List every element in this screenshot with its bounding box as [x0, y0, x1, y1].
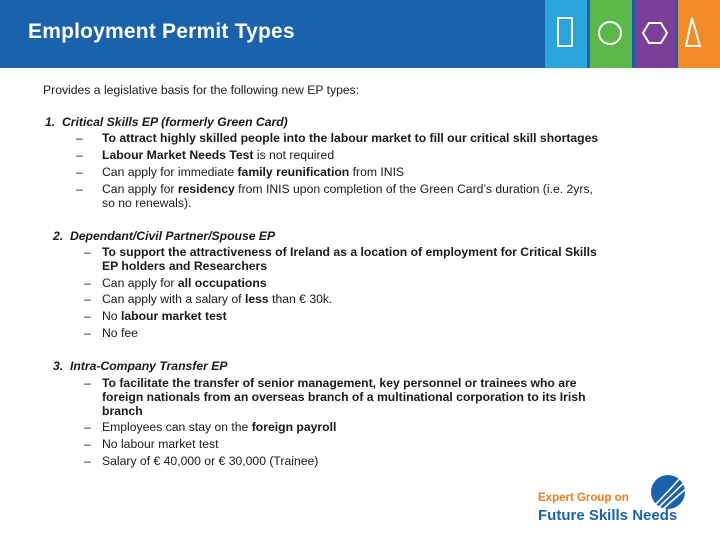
list-item: To facilitate the transfer of senior management, key personnel or trainees who are [102, 376, 577, 390]
bullet-dash: – [84, 376, 91, 390]
list-item: No labour market test [102, 437, 219, 451]
section-title: Critical Skills EP (formerly Green Card) [61, 115, 288, 129]
list-item: No fee [102, 326, 138, 340]
list-item: Salary of € 40,000 or € 30,000 (Trainee) [102, 454, 319, 468]
list-item: Labour Market Needs Test is not required [102, 148, 335, 162]
section-heading [53, 358, 228, 375]
list-item: To attract highly skilled people into the labour market to fill our critical skill shortages [102, 131, 599, 145]
section-number: 1. [45, 115, 56, 129]
bullet-dash: – [76, 148, 83, 162]
section-number: 3. [53, 359, 64, 373]
section-heading [53, 228, 275, 245]
bullet-dash: – [84, 245, 91, 259]
list-item: No labour market test [102, 309, 227, 323]
list-item: Employees can stay on the foreign payroll [102, 420, 337, 434]
bullet-dash: – [84, 420, 91, 434]
list-item: To support the attractiveness of Ireland as a location of employment for Critical Skills [102, 245, 597, 259]
bullet-dash: – [84, 326, 91, 340]
page-title: Employment Permit Types [28, 20, 295, 43]
section-number: 2. [53, 229, 64, 243]
list-item: Can apply for immediate family reunification from INIS [102, 165, 405, 179]
bullet-dash: – [84, 276, 91, 290]
section-title: Intra-Company Transfer EP [69, 359, 228, 373]
list-item: Can apply for residency from INIS upon completion of the Green Card’s duration (i.e. 2yrs, [102, 182, 593, 196]
bullet-dash: – [84, 454, 91, 468]
logo-line-1: Expert Group on [538, 492, 629, 504]
list-item-continuation: branch [102, 404, 143, 418]
section-heading [45, 114, 288, 131]
list-item-continuation: foreign nationals from an overseas branch of a multinational corporation to its Irish [102, 390, 586, 404]
list-item: Can apply with a salary of less than € 30k. [102, 292, 333, 306]
section-title: Dependant/Civil Partner/Spouse EP [69, 229, 276, 243]
expert-group-logo [536, 472, 696, 530]
bullet-dash: – [84, 309, 91, 323]
bullet-dash: – [76, 182, 83, 196]
list-item-continuation: so no renewals). [102, 196, 192, 210]
list-item: Can apply for all occupations [102, 276, 267, 290]
bullet-dash: – [76, 165, 83, 179]
bullet-dash: – [84, 292, 91, 306]
bullet-dash: – [76, 131, 83, 145]
logo-line-2: Future Skills Needs [538, 507, 678, 524]
bullet-dash: – [84, 437, 91, 451]
list-item-continuation: EP holders and Researchers [102, 259, 268, 273]
intro-text: Provides a legislative basis for the following new EP types: [43, 83, 360, 97]
